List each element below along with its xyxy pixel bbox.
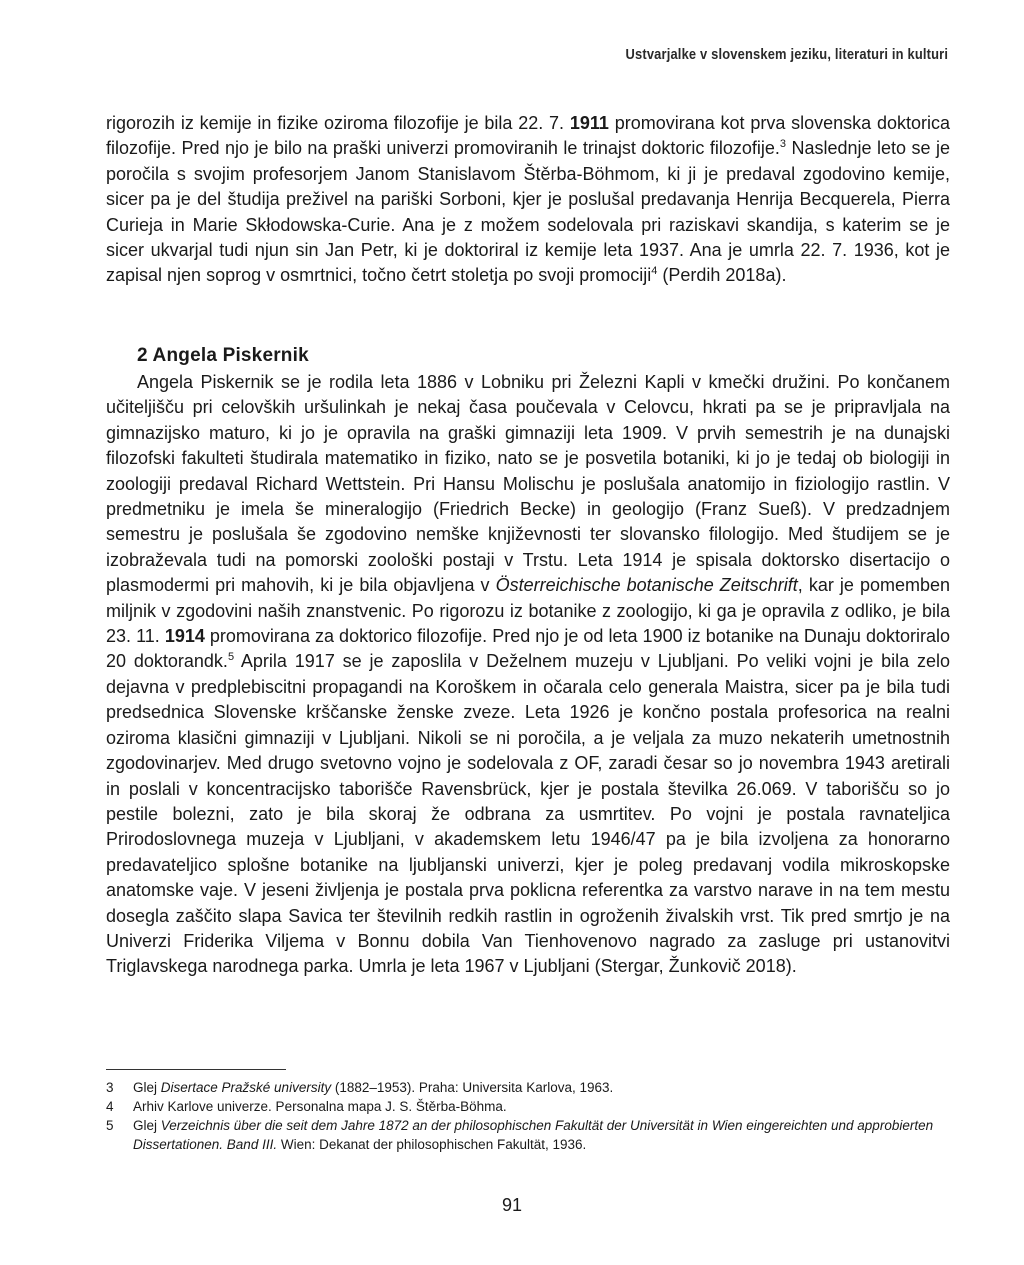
footnote-number: 3 xyxy=(106,1080,114,1095)
bold-year: 1914 xyxy=(164,626,205,647)
text-span: Aprila 1917 se je zaposlila v Deželnem muzeju v Ljubljani. Po veliki vojni je bila zelo dejavna v predplebiscitni propagandi na Koroškem in očarala celo generala Maistra, sicer pa je bila tudi predsednica Slovenske krščanske ženske zveze. Leta 1926 je končno postala profesorica na realni oziroma klasični gimnaziji v Ljubljani. Nikoli se ni poročila, a je veljala za muzo nekaterih umetnostnih zgodovinarjev. Med drugo svetovno vojno je sodelovala z OF, zaradi česar so jo novembra 1943 aretirali in poslali v koncentracijsko taborišče Ravensbrück, kjer je postala številka 26.069. V taborišču so jo pestile bolezni, zato je bila skoraj že odbrana za usmrtitev. Po vojni je postala ravnateljica Prirodoslovnega muzeja v Ljubljani, v akademskem letu 1946/47 pa je bila izvoljena za honorarno predavateljico splošne botanike na ljubljanski univerzi, kjer je poleg predavanj vodila mikroskopske anatomske vaje. V jeseni življenja je postala prva poklicna referentka za varstvo narave in na tem mestu dosegla zaščito slapa Savica ter številnih redkih rastlin in ogroženih živalskih vrst. Tik pred smrtjo je na Univerzi Friderika Viljema v Bonnu dobila Van Tienhovenovo nagrado za zasluge pri ustanovitvi Triglavskega narodnega parka. Umrla je leta 1967 v Ljubljani (Stergar, Žunkovič 2018). xyxy=(106,651,950,977)
text-span: promovirana kot prva slovenska doktorica filozofije. Pred njo je bilo na praški univerzi promoviranih le trinajst doktoric filozofije. xyxy=(106,113,950,159)
text-span: Glej xyxy=(133,1118,161,1133)
text-span: Arhiv Karlove univerze. Personalna mapa J. S. Štěrba-Böhma. xyxy=(133,1099,507,1114)
paragraph-top xyxy=(106,111,950,289)
text-span: promovirana za doktorico filozofije. Pred njo je od leta 1900 iz botanike na Dunaju doktoriralo 20 doktorandk. xyxy=(106,626,950,672)
running-header: Ustvarjalke v slovenskem jeziku, literaturi in kulturi xyxy=(625,46,948,63)
footnote-ref-4[interactable]: 4 xyxy=(651,265,658,278)
footnote-number: 5 xyxy=(106,1118,114,1133)
italic-title: Disertace Pražské university xyxy=(160,1080,332,1095)
footnote-item xyxy=(106,1078,950,1097)
footnote-item xyxy=(106,1116,950,1154)
bold-year: 1911 xyxy=(569,113,609,133)
footnote-text xyxy=(133,1097,950,1116)
text-span: Glej xyxy=(133,1080,161,1095)
text-span: (1882–1953). Praha: Universita Karlova, 1963. xyxy=(331,1080,614,1095)
footnote-divider xyxy=(106,1069,286,1070)
italic-title: Verzeichnis über die seit dem Jahre 1872 an der philosophischen Fakultät der Universität in Wien eingereichten und approbierten Dissertationen. Band III. xyxy=(133,1118,934,1152)
footnote-text xyxy=(133,1116,950,1154)
paragraph-main xyxy=(106,370,950,980)
footnote-ref-5[interactable]: 5 xyxy=(227,651,235,664)
text-span: (Perdih 2018a). xyxy=(657,265,787,286)
page-number: 91 xyxy=(501,1195,523,1215)
text-span: rigorozih iz kemije in fizike oziroma filozofije je bila 22. 7. xyxy=(106,113,570,133)
footnote-ref-3[interactable]: 3 xyxy=(779,138,787,151)
text-span: Naslednje leto se je poročila s svojim profesorjem Janom Stanislavom Štěrba-Böhmom, ki ji je predaval zgodovino kemije, sicer pa je del študija preživel na pariški Sorboni, kjer je poslušal predavanja Henrija Becquerela, Pierra Curieja in Marie Skłodowska-Curie. Ana je z možem sodelovala pri raziskavi skandija, s katerim se je sicer ukvarjal tudi njun sin Jan Petr, ki je doktoriral iz kemije leta 1937. Ana je umrla 22. 7. 1936, kot je zapisal njen soprog v osmrtnici, točno četrt stoletja po svoji promociji xyxy=(106,138,950,286)
text-span: , kar je pomemben miljnik v zgodovini naših znanstvenic. Po rigorozu iz botanike z zoologijo, ki ga je opravila z odliko, je bila 23. 11. xyxy=(106,575,950,647)
section-heading: 2 Angela Piskernik xyxy=(137,345,309,366)
footnote-number: 4 xyxy=(106,1099,114,1114)
footnote-text xyxy=(133,1078,950,1097)
italic-title: Österreichische botanische Zeitschrift xyxy=(495,575,798,596)
footnote-item xyxy=(106,1097,950,1116)
text-span: Wien: Dekanat der philosophischen Fakultät, 1936. xyxy=(277,1137,587,1152)
text-span: Angela Piskernik se je rodila leta 1886 v Lobniku pri Železni Kapli v kmečki družini. Po končanem učiteljišču pri celovških uršulinkah je nekaj časa poučevala v Celovcu, hkrati pa se je pripravljala na gimnazijsko maturo, ki jo je opravila na graški gimnaziji leta 1909. V prvih semestrih je na dunajski filozofski fakulteti študirala matematiko in fiziko, nato se je posvetila botaniki, ki jo je tedaj ob biologiji in zoologiji predaval Richard Wettstein. Pri Hansu Molischu je poslušala anatomijo in fiziologijo rastlin. V predmetniku je imela še mineralogijo (Friedrich Becke) in geologijo (Franz Sueß). V predzadnjem semestru je poslušala še zgodovino nemške književnosti ter slovansko filologijo. Med študijem se je izobraževala tudi na pomorski zoološki postaji v Trstu. Leta 1914 je spisala doktorsko disertacijo o plasmodermi pri mahovih, ki je bila objavljena v xyxy=(106,372,950,596)
footnotes-list xyxy=(106,1078,950,1154)
